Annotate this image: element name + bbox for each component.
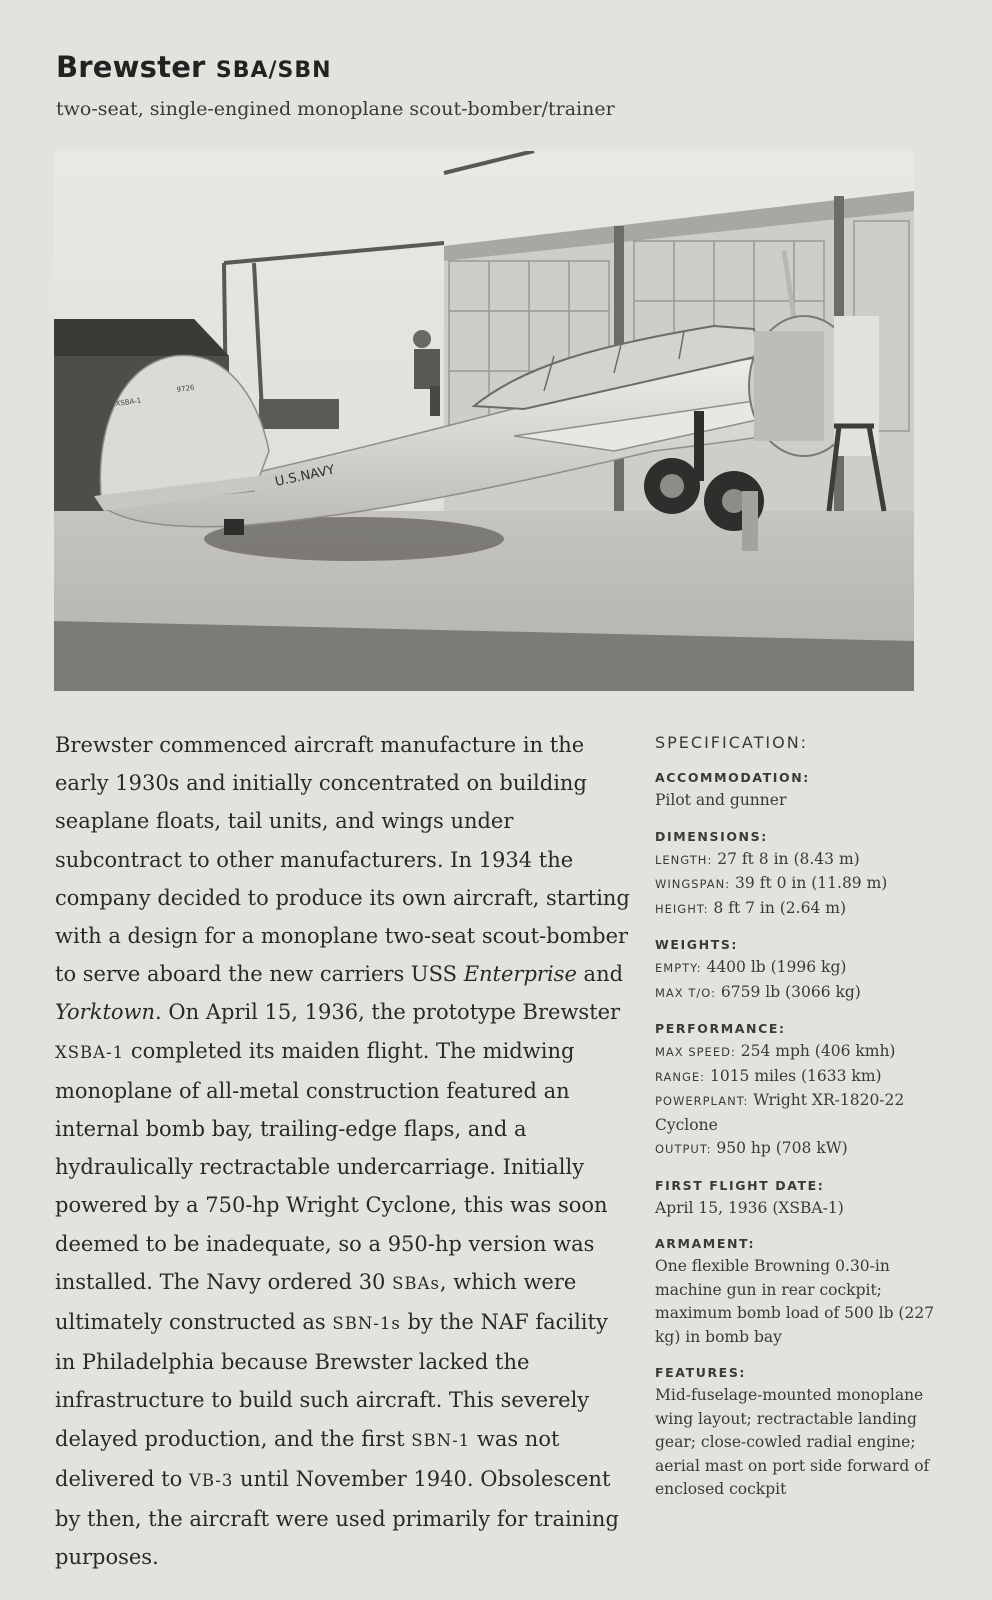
model-designation: SBN-1s bbox=[332, 1314, 401, 1334]
model-designation: SBN-1 bbox=[411, 1430, 471, 1450]
spec-key: OUTPUT: bbox=[655, 1142, 712, 1156]
spec-label: FIRST FLIGHT DATE: bbox=[655, 1177, 825, 1193]
spec-value: 6759 lb (3066 kg) bbox=[715, 982, 861, 1001]
spec-value: One flexible Browning 0.30-in machine gun in rear cockpit; maximum bomb load of 500 lb (227 kg) in bomb bay bbox=[655, 1257, 935, 1346]
spec-value: Mid-fuselage-mounted monoplane wing layout; rectractable landing gear; close-cowled radial engine; aerial mast on port side forward of enclosed cockpit bbox=[655, 1386, 930, 1498]
spec-value: 39 ft 0 in (11.89 m) bbox=[730, 874, 888, 892]
navy-marking: U.S.NAVY bbox=[273, 462, 337, 490]
spec-length bbox=[655, 848, 955, 873]
spec-key: EMPTY: bbox=[655, 961, 702, 975]
title-name: Brewster bbox=[56, 50, 216, 84]
spec-accommodation bbox=[655, 770, 955, 813]
title-model: SBA/SBN bbox=[215, 58, 332, 83]
spec-value: April 15, 1936 (XSBA-1) bbox=[655, 1198, 844, 1217]
body-segment: Brewster commenced aircraft manufacture in the early 1930s and initially concentrated on building seaplane floats, tail units, and wings under subcontract to other manufacturers. In 1934 the company decided to produce its own aircraft, starting with a design for a monoplane two-seat scout-bomber to serve aboard the new carriers USS bbox=[55, 733, 630, 987]
spec-value: Pilot and gunner bbox=[655, 791, 787, 809]
spec-label: WEIGHTS: bbox=[655, 937, 739, 952]
spec-empty-weight bbox=[655, 956, 955, 981]
body-segment: by the NAF facility in Philadelphia because Brewster lacked the infrastructure to build such aircraft. This severely delayed production, and the first bbox=[55, 1310, 608, 1451]
spec-key: POWERPLANT: bbox=[655, 1094, 749, 1108]
body-text bbox=[55, 726, 630, 1576]
spec-max-speed bbox=[655, 1040, 955, 1065]
body-segment: and bbox=[576, 962, 624, 987]
specification-heading: SPECIFICATION: bbox=[655, 733, 809, 752]
spec-weights bbox=[655, 937, 955, 1005]
spec-key: LENGTH: bbox=[655, 852, 713, 867]
spec-label: ARMAMENT: bbox=[655, 1236, 756, 1251]
spec-value: Wright XR-1820-22 Cyclone bbox=[655, 1091, 905, 1134]
spec-label: PERFORMANCE: bbox=[655, 1021, 786, 1036]
body-segment: , which were ultimately constructed as bbox=[55, 1269, 577, 1335]
spec-label: FEATURES: bbox=[655, 1365, 747, 1380]
spec-height bbox=[655, 897, 955, 922]
body-segment: until November 1940. Obsolescent by then, the aircraft were used primarily for training purposes. bbox=[55, 1466, 619, 1570]
body-segment: . On April 15, 1936, the prototype Brewster bbox=[155, 1000, 621, 1025]
spec-key: RANGE: bbox=[655, 1069, 706, 1084]
specification-panel bbox=[655, 733, 955, 1518]
spec-armament bbox=[655, 1236, 955, 1349]
ship-name-yorktown: Yorktown bbox=[55, 1000, 156, 1025]
tail-marking-type: XSBA-1 bbox=[115, 396, 142, 408]
model-designation: SBAs bbox=[392, 1273, 440, 1293]
spec-features bbox=[655, 1365, 955, 1502]
spec-key: MAX SPEED: bbox=[655, 1045, 736, 1059]
spec-range bbox=[655, 1065, 955, 1090]
spec-value: 27 ft 8 in (8.43 m) bbox=[712, 849, 860, 868]
spec-value: 1015 miles (1633 km) bbox=[705, 1066, 882, 1085]
tail-marking-serial: 9726 bbox=[176, 383, 195, 394]
spec-value: 254 mph (406 kmh) bbox=[735, 1042, 896, 1060]
model-designation: XSBA-1 bbox=[55, 1042, 125, 1062]
squadron-designation: VB-3 bbox=[188, 1470, 234, 1490]
ship-name-enterprise: Enterprise bbox=[463, 962, 577, 987]
spec-key: HEIGHT: bbox=[655, 901, 709, 916]
spec-value: 4400 lb (1996 kg) bbox=[701, 958, 847, 976]
spec-first-flight bbox=[655, 1178, 955, 1221]
aircraft-photo bbox=[54, 151, 914, 691]
spec-key: MAX T/O: bbox=[655, 985, 716, 1000]
spec-powerplant bbox=[655, 1089, 955, 1137]
page-title bbox=[56, 50, 332, 84]
spec-max-weight bbox=[655, 981, 955, 1006]
body-paragraph bbox=[55, 726, 630, 1576]
spec-dimensions bbox=[655, 829, 955, 922]
body-segment: completed its maiden flight. The midwing monoplane of all-metal construction featured an internal bomb bay, trailing-edge flaps, and a hydraulically rectractable undercarriage. Initially powered by a 750-hp Wright Cyclone, this was soon deemed to be inadequate, so a 950-hp version was installed. The Navy ordered 30 bbox=[55, 1038, 608, 1294]
spec-label: ACCOMMODATION: bbox=[655, 770, 810, 785]
page-subtitle: two-seat, single-engined monoplane scout-bomber/trainer bbox=[56, 98, 615, 120]
spec-value: 8 ft 7 in (2.64 m) bbox=[708, 898, 846, 917]
spec-label: DIMENSIONS: bbox=[655, 828, 768, 844]
spec-output bbox=[655, 1137, 955, 1162]
spec-key: WINGSPAN: bbox=[655, 877, 731, 891]
spec-value: 950 hp (708 kW) bbox=[711, 1139, 848, 1157]
body-segment: was not delivered to bbox=[55, 1426, 560, 1491]
spec-performance bbox=[655, 1021, 955, 1162]
spec-wingspan bbox=[655, 872, 955, 897]
aircraft-photo-illustration bbox=[54, 151, 914, 691]
